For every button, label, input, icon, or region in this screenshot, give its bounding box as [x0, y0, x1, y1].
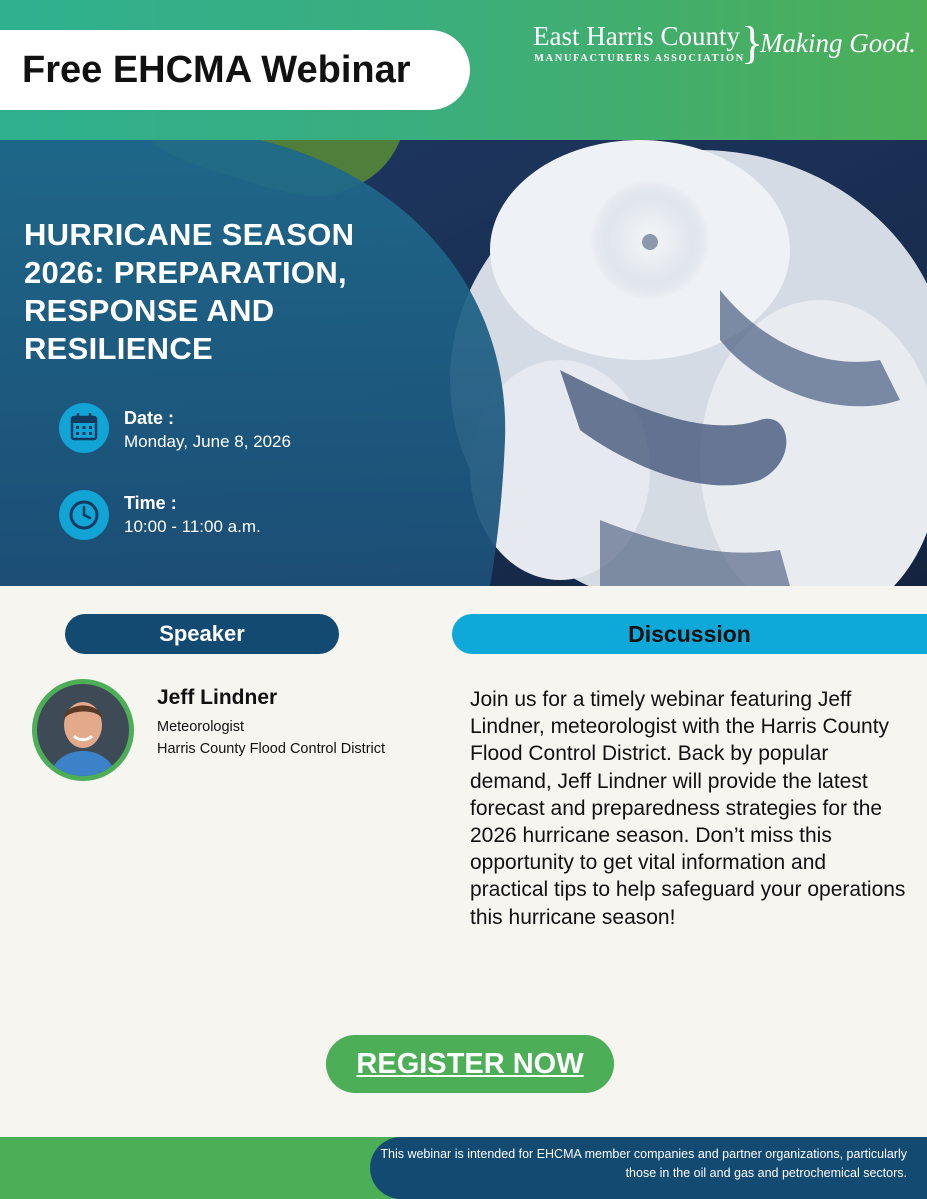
- clock-icon: [59, 490, 109, 540]
- footer-band: [370, 1137, 927, 1199]
- speaker-organization: Harris County Flood Control District: [157, 741, 386, 757]
- ehcma-logo: [533, 17, 916, 70]
- hero-section: [0, 140, 927, 586]
- page-title: Free EHCMA Webinar: [22, 49, 411, 91]
- discussion-body: Join us for a timely webinar featuring Jeff Lindner, meteorologist with the Harris County Flood Control District. Back by popular demand, Jeff Lindner will provide the latest forecast and preparedness strategies for the 2026 hurricane season. Don’t miss this opportunity to get vital information and practical tips to help safeguard your operations this hurricane season!: [470, 688, 906, 929]
- calendar-icon: [59, 403, 109, 453]
- logo-name: East Harris County: [533, 21, 740, 51]
- speaker-avatar: [32, 679, 134, 781]
- logo-tagline: Making Good.: [760, 28, 916, 58]
- title-pill: [0, 30, 470, 110]
- footer-note: This webinar is intended for EHCMA member companies and partner organizations, particularly those in the oil and gas and petrochemical sectors.: [380, 1147, 907, 1180]
- footer: [0, 1137, 927, 1199]
- date-value: Monday, June 8, 2026: [124, 432, 291, 451]
- logo-subtitle: MANUFACTURERS ASSOCIATION: [534, 53, 745, 64]
- register-now-button[interactable]: REGISTER NOW: [326, 1035, 614, 1093]
- time-value: 10:00 - 11:00 a.m.: [124, 517, 261, 536]
- speaker-role: Meteorologist: [157, 719, 245, 735]
- time-label: Time :: [124, 493, 177, 513]
- speaker-section-label: Speaker: [65, 614, 339, 654]
- discussion-section-label: Discussion: [452, 614, 927, 654]
- speaker-name: Jeff Lindner: [157, 686, 278, 709]
- event-title: HURRICANE SEASON 2026: PREPARATION, RESPONSE AND RESILIENCE: [24, 217, 355, 366]
- header-banner: [0, 0, 927, 140]
- date-label: Date :: [124, 408, 175, 428]
- logo-brace-icon: }: [741, 17, 764, 68]
